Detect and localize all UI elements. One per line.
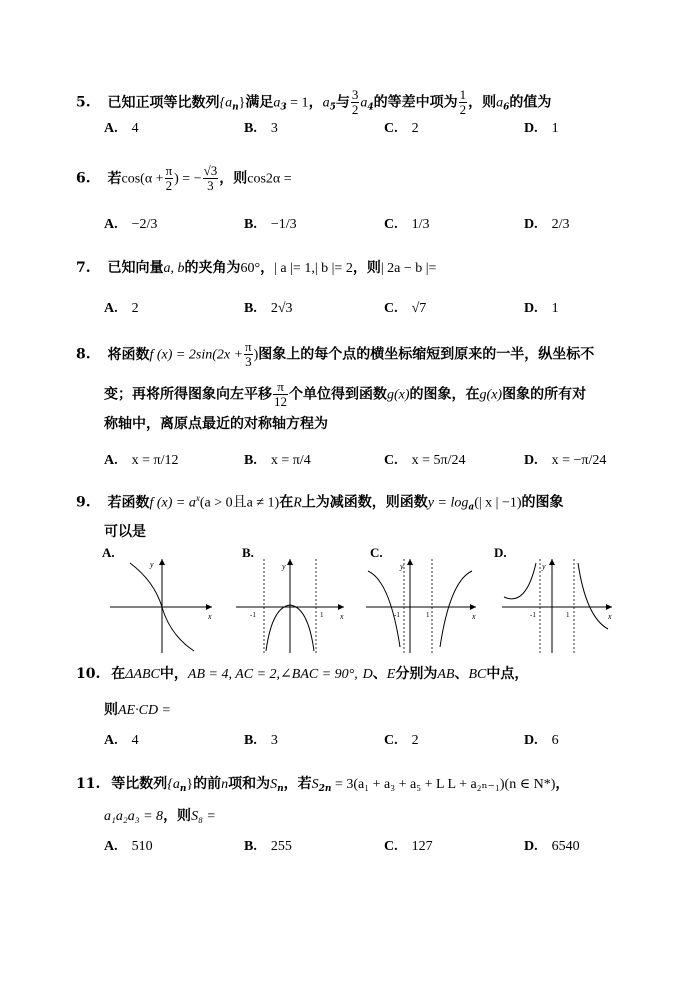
- graph-label-b: B.: [242, 545, 254, 560]
- svg-text:x: x: [340, 612, 344, 621]
- fraction: $\frac{\pi}{12}$: [274, 379, 287, 409]
- options-q6: [104, 214, 624, 234]
- question-number: 11.: [76, 776, 101, 792]
- question-number: 8.: [76, 346, 91, 363]
- option-a[interactable]: A. 2: [104, 301, 139, 316]
- question-number: 6.: [76, 170, 91, 187]
- svg-text:y: y: [150, 560, 154, 569]
- option-c[interactable]: C. 2: [384, 733, 419, 748]
- svg-text:y: y: [542, 562, 546, 571]
- answer-graphs: [102, 545, 622, 660]
- question-11-line-2: a₁a₂a₃ = 8，则S₈ =: [104, 808, 216, 824]
- option-d[interactable]: D. 6: [524, 733, 559, 748]
- options-q8: [104, 450, 624, 470]
- option-d[interactable]: D. 1: [524, 301, 559, 316]
- option-d[interactable]: D. x = −π/24: [524, 453, 607, 468]
- options-q5: [104, 118, 624, 138]
- option-b[interactable]: B. x = π/4: [244, 453, 311, 468]
- graph-d[interactable]: [500, 557, 614, 655]
- question-8-line-3: 称轴中，离原点最近的对称轴方程为: [104, 416, 328, 432]
- graph-label-c: C.: [370, 545, 383, 560]
- option-c[interactable]: C. 2: [384, 121, 419, 136]
- option-d[interactable]: D. 6540: [524, 839, 580, 854]
- option-c[interactable]: C. 127: [384, 839, 433, 854]
- svg-text:x: x: [208, 612, 212, 621]
- option-a[interactable]: A. 4: [104, 121, 139, 136]
- svg-text:1: 1: [320, 611, 324, 619]
- question-10-line-1: 10. 在ΔABC中，AB = 4, AC = 2,∠BAC = 90°, D、E分别为AB、BC中点，: [76, 666, 529, 682]
- graph-c[interactable]: [364, 557, 478, 655]
- question-9-line-1: 9. 若函数f $(x) = a^x(a > 0$且a ≠ 1)在R上为减函数，则函数$y = \log_a(|$ x | −1)的图象: [76, 493, 564, 513]
- question-number: 9.: [76, 494, 91, 511]
- option-a[interactable]: A. 510: [104, 839, 153, 854]
- svg-text:-1: -1: [394, 611, 400, 619]
- options-q10: [104, 730, 624, 750]
- question-8-line-2: 变；再将所得图象向左平移 $\frac{\pi}{12}$ 个单位得到函数g(x)的图象，在g(x)图象的所有对: [104, 379, 587, 409]
- fraction: $\frac{√3}{3}$: [203, 163, 218, 193]
- option-b[interactable]: B. −1/3: [244, 217, 297, 232]
- svg-text:1: 1: [566, 611, 570, 619]
- option-b[interactable]: B. 2√3: [244, 301, 293, 316]
- option-c[interactable]: C. √7: [384, 301, 427, 316]
- question-11-line-1: 11. 等比数列$\{a_n\}$的前n项和为$S_n$，若$S_{2n} = 3(a_1 + a_3 + a_5 + L$ L + a₂ₙ₋₁)(n ∈ N*)，: [76, 776, 570, 794]
- option-c[interactable]: C. x = 5π/24: [384, 453, 466, 468]
- option-b[interactable]: B. 255: [244, 839, 292, 854]
- question-number: 10.: [76, 666, 101, 682]
- option-b[interactable]: B. 3: [244, 121, 278, 136]
- graph-label-a: A.: [102, 545, 115, 560]
- svg-text:y: y: [400, 562, 404, 571]
- graph-b[interactable]: [234, 557, 346, 655]
- svg-text:1: 1: [426, 611, 430, 619]
- option-d[interactable]: D. 1: [524, 121, 559, 136]
- question-9-line-2: 可以是: [104, 524, 146, 540]
- fraction: $\frac{\pi}{2}$: [165, 163, 173, 193]
- question-8-line-1: 8. 将函数f (x) = 2sin(2x + $\frac{\pi}{3}$ )图象上的每个点的横坐标缩短到原来的一半，纵坐标不: [76, 339, 595, 369]
- options-q7: [104, 298, 624, 318]
- option-a[interactable]: A. x = π/12: [104, 453, 179, 468]
- question-6: 6. 若cos(α + $\frac{\pi}{2}$ ) = − $\frac{√3}{3}$ ，则cos2α =: [76, 163, 292, 193]
- svg-text:-1: -1: [250, 611, 256, 619]
- graph-a[interactable]: [108, 557, 214, 655]
- svg-text:x: x: [472, 612, 476, 621]
- fraction: $\frac{1}{2}$: [459, 87, 467, 117]
- question-7: 7. 已知向量a, b的夹角为60°，| a |= 1,| b |= 2，则| 2a − b |=: [76, 260, 437, 276]
- svg-text:x: x: [608, 612, 612, 621]
- graph-label-d: D.: [494, 545, 507, 560]
- svg-text:-1: -1: [530, 611, 536, 619]
- options-q11: [104, 836, 624, 856]
- option-b[interactable]: B. 3: [244, 733, 278, 748]
- svg-text:y: y: [282, 562, 286, 571]
- question-number: 5.: [76, 94, 91, 111]
- option-a[interactable]: A. −2/3: [104, 217, 158, 232]
- fraction: $\frac{3}{2}$: [351, 87, 359, 117]
- question-number: 7.: [76, 260, 91, 276]
- question-10-line-2: 则AE·CD =: [104, 702, 171, 718]
- option-a[interactable]: A. 4: [104, 733, 139, 748]
- fraction: $\frac{\pi}{3}$: [245, 339, 252, 369]
- question-5: 5. 已知正项等比数列$\{a_n\}$满足$a_3 = 1$，$a_5$与 $\frac{3}{2}$ $a_4$的等差中项为 $\frac{1}{2}$ ，则$a_6$的值为: [76, 87, 552, 117]
- option-d[interactable]: D. 2/3: [524, 217, 570, 232]
- option-c[interactable]: C. 1/3: [384, 217, 430, 232]
